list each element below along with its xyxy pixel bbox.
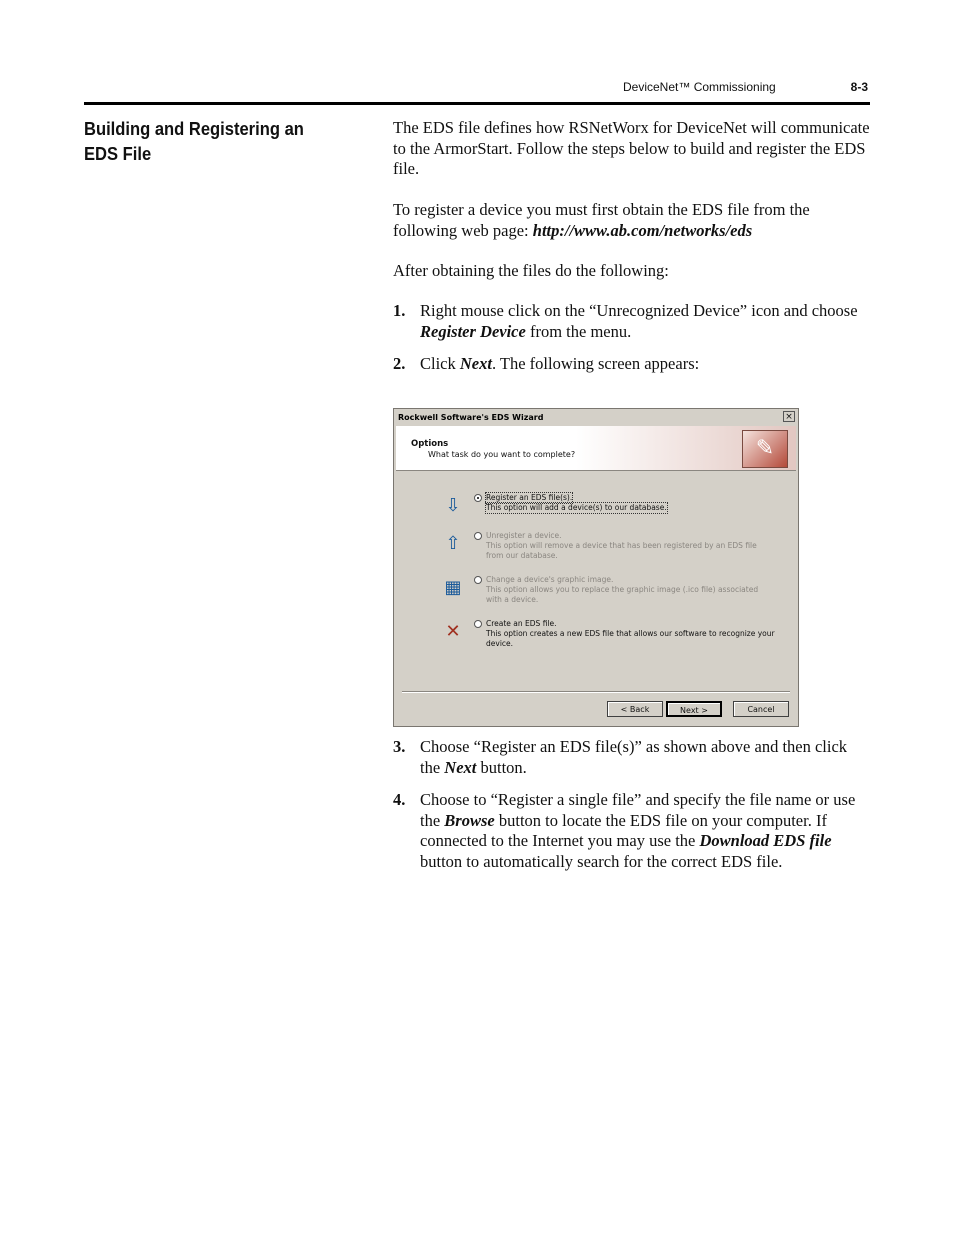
intro-paragraph-1: The EDS file defines how RSNetWorx for DeviceNet will communicate to the ArmorStart. Follow the steps below to build and register the EDS file. [393,118,870,178]
dialog-title: Rockwell Software's EDS Wizard [395,410,797,425]
option-change-graphic[interactable]: ▦ Change a device's graphic image. This option allows you to replace the graphic image (.ico file) associated with a device. [440,575,780,609]
radio-change-graphic[interactable] [474,576,482,584]
dialog-separator [402,691,790,693]
create-eds-icon: ✕ [445,621,461,642]
close-icon[interactable]: × [783,411,795,422]
banner-heading: Options [411,439,449,449]
dialog-banner [396,426,796,471]
header-title: DeviceNet™ Commissioning [623,80,776,94]
option-register-eds[interactable]: ⇩ Register an EDS file(s). This option will add a device(s) to our database. [440,493,780,527]
banner-subtitle: What task do you want to complete? [428,450,576,459]
wizard-logo-icon: ✎ [742,430,788,468]
unregister-device-icon: ⇧ [445,533,461,554]
option-unregister-device[interactable]: ⇧ Unregister a device. This option will remove a device that has been registered by an EDS file from our database. [440,531,780,565]
cancel-button[interactable]: Cancel [733,701,789,717]
section-title: Building and Registering an EDS File [84,119,304,164]
step-1: 1. Right mouse click on the “Unrecognized Device” icon and choose Register Device from the menu. [393,301,858,341]
eds-link[interactable]: http://www.ab.com/networks/eds [532,220,753,240]
step-4: 4. Choose to “Register a single file” and specify the file name or use the Browse button to locate the EDS file on your computer. If connected to the Internet you may use the Download EDS file button to automatically search for the correct EDS file. [393,790,856,871]
header-rule [84,102,870,105]
register-eds-icon: ⇩ [445,495,461,516]
radio-unregister-device[interactable] [474,532,482,540]
step-2: 2. Click Next. The following screen appears: [393,354,700,373]
eds-wizard-dialog [393,408,799,727]
radio-create-eds[interactable] [474,620,482,628]
option-create-eds[interactable]: ✕ Create an EDS file. This option creates a new EDS file that allows our software to recognize your device. [440,619,780,653]
intro-paragraph-2: To register a device you must first obtain the EDS file from the following web page: http://www.ab.com/networks/eds [393,200,810,240]
back-button[interactable]: < Back [607,701,663,717]
intro-paragraph-3: After obtaining the files do the following: [393,261,669,280]
step-3: 3. Choose “Register an EDS file(s)” as shown above and then click the Next button. [393,737,848,777]
page-number: 8-3 [850,80,868,94]
radio-register-eds[interactable] [474,494,482,502]
change-graphic-icon: ▦ [444,577,462,598]
next-button[interactable]: Next > [666,701,722,717]
